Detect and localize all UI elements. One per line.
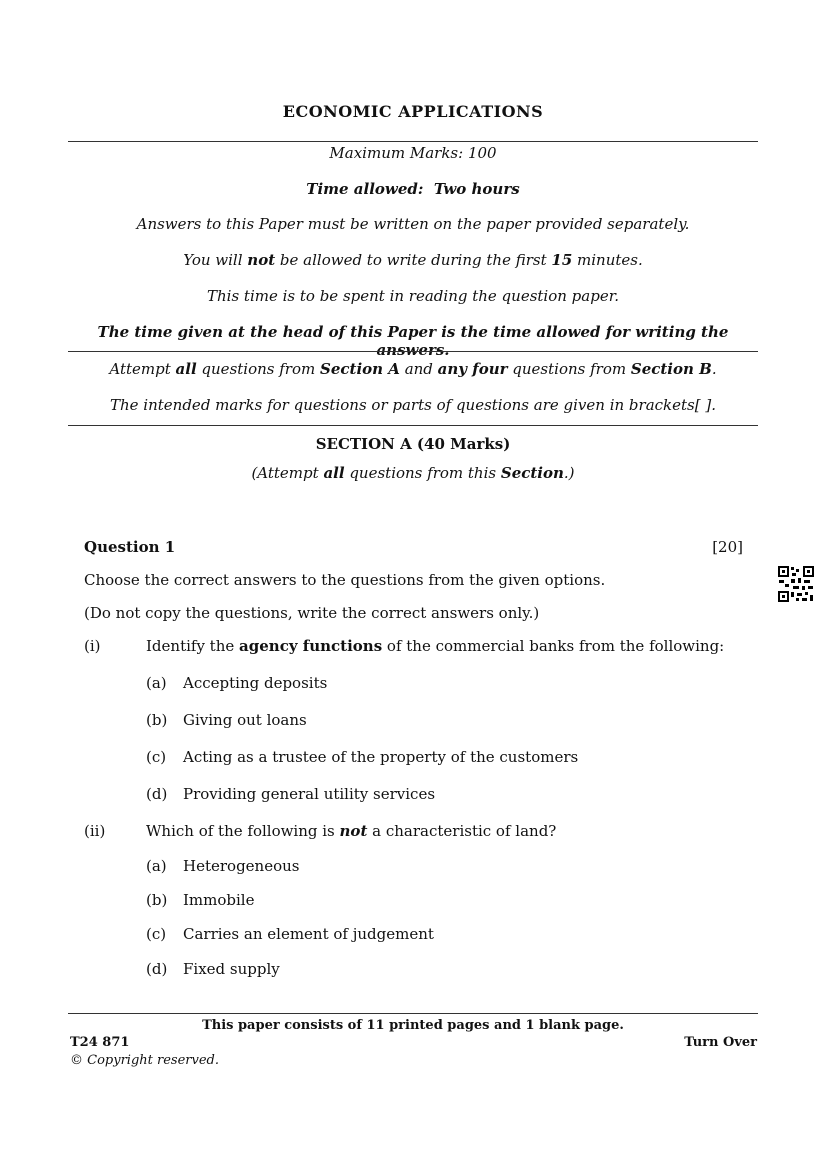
divider-bottom [68,425,758,426]
question-marks: [20] [712,538,743,556]
option-label: (b) [146,711,168,729]
option-label: (d) [146,960,168,978]
part-keyword: agency functions [239,637,383,655]
instr2-minutes-number: 15 [551,251,573,269]
section-sub-all: all [323,464,345,482]
maximum-marks: Maximum Marks: 100 [329,144,497,162]
attempt-part: . [711,360,717,378]
attempt-section-a: Section A [320,360,400,378]
instr2-part: You will [183,251,248,269]
option-label: (c) [146,925,167,943]
option-label: (b) [146,891,168,909]
option-text: Acting as a trustee of the property of the customers [183,748,579,766]
option-text: Carries an element of judgement [183,925,434,943]
option-text: Providing general utility services [183,785,436,803]
question-intro: Choose the correct answers to the questions from the given options. [84,571,606,589]
instruction-marks: The intended marks for questions or parts of questions are given in brackets[ ]. [110,396,716,414]
instr2-part: be allowed to write during the first [275,251,552,269]
instruction-attempt [68,360,758,378]
instruction-answers: Answers to this Paper must be written on the paper provided separately. [136,215,690,233]
part-keyword: not [339,822,368,840]
section-heading: SECTION A (40 Marks) [315,435,511,453]
attempt-part: questions from [196,360,320,378]
attempt-all: all [175,360,197,378]
attempt-any-four: any four [437,360,508,378]
paper-code: T24 871 [70,1035,130,1050]
section-sub-section: Section [500,464,564,482]
time-value: Two hours [433,180,520,198]
option-text: Giving out loans [183,711,307,729]
qr-code-icon [777,565,815,603]
time-label: Time allowed: [306,180,424,198]
paper-title: ECONOMIC APPLICATIONS [282,102,544,121]
time-allowed [68,180,758,198]
instruction-reading: This time is to be spent in reading the question paper. [206,287,619,305]
copyright: © Copyright reserved. [70,1053,219,1068]
option-label: (d) [146,785,168,803]
instr2-part: minutes. [572,251,643,269]
option-text: Fixed supply [183,960,280,978]
divider-middle [68,351,758,352]
instr2-not: not [247,251,276,269]
turn-over: Turn Over [684,1035,757,1050]
option-label: (a) [146,674,167,692]
part-number: (i) [84,637,101,655]
part-number: (ii) [84,822,106,840]
attempt-part: questions from [507,360,631,378]
instruction-time-head: The time given at the head of this Paper is the time allowed for writing the answers. [97,323,729,359]
part-text: of the commercial banks from the following: [382,637,725,655]
section-sub-part: .) [563,464,575,482]
attempt-section-b: Section B [630,360,712,378]
pages-note: This paper consists of 11 printed pages and 1 blank page. [202,1018,624,1033]
option-text: Immobile [183,891,255,909]
attempt-part: Attempt [109,360,176,378]
part-question-text [146,637,724,655]
section-sub-part: questions from this [344,464,501,482]
section-sub-part: (Attempt [251,464,324,482]
instruction-reading-time [68,251,758,269]
question-note: (Do not copy the questions, write the correct answers only.) [84,604,540,622]
part-text: Which of the following is [146,822,340,840]
part-question-text [146,822,556,840]
divider-top [68,141,758,142]
option-text: Accepting deposits [183,674,328,692]
footer-divider [68,1013,758,1014]
attempt-part: and [399,360,438,378]
option-label: (a) [146,857,167,875]
section-subheading [68,464,758,482]
part-text: a characteristic of land? [367,822,557,840]
question-label: Question 1 [84,538,176,556]
part-text: Identify the [146,637,240,655]
option-text: Heterogeneous [183,857,300,875]
option-label: (c) [146,748,167,766]
